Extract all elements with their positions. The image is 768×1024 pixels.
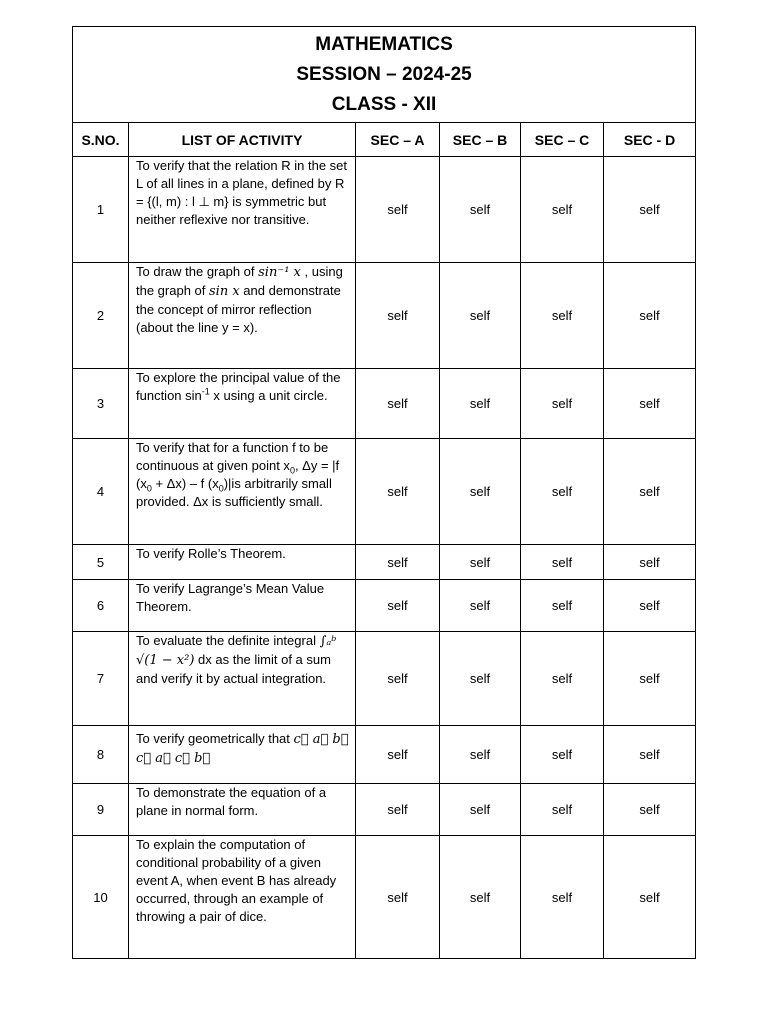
activity-text: [129, 369, 356, 439]
sec-b-cell: self: [440, 369, 521, 439]
sec-c-cell: self: [521, 545, 604, 580]
table-row: [73, 726, 696, 784]
activity-text-part: + Δx) – f (x: [151, 476, 219, 491]
activity-text: [129, 632, 356, 726]
sec-a-cell: self: [356, 632, 440, 726]
column-header-sno: S.NO.: [73, 123, 129, 157]
column-header-sec-d: SEC - D: [604, 123, 696, 157]
table-row: [73, 836, 696, 959]
math-expression: sin x: [209, 284, 240, 299]
sec-a-cell: self: [356, 726, 440, 784]
serial-number: 9: [73, 784, 129, 836]
activity-text-part: )|is arbitrarily small provided. Δx is sufficiently small.: [136, 476, 332, 509]
sec-d-cell: self: [604, 157, 696, 263]
activity-text: To verify Lagrange’s Mean Value Theorem.: [129, 580, 356, 632]
sec-d-cell: self: [604, 439, 696, 545]
table-row: [73, 263, 696, 369]
table-row: [73, 632, 696, 726]
subscript: 0: [218, 483, 224, 494]
sec-c-cell: self: [521, 632, 604, 726]
column-header-sec-b: SEC – B: [440, 123, 521, 157]
sec-d-cell: self: [604, 784, 696, 836]
session-title: SESSION – 2024-25: [296, 64, 472, 85]
sec-b-cell: self: [440, 784, 521, 836]
sec-c-cell: self: [521, 726, 604, 784]
sec-c-cell: self: [521, 580, 604, 632]
sec-b-cell: self: [440, 439, 521, 545]
serial-number: 7: [73, 632, 129, 726]
activity-text-part: To verify geometrically that: [136, 731, 294, 746]
table-row: [73, 369, 696, 439]
serial-number: 10: [73, 836, 129, 959]
sec-b-cell: self: [440, 632, 521, 726]
activity-text-part: To draw the graph of: [136, 264, 259, 279]
serial-number: 8: [73, 726, 129, 784]
serial-number: 2: [73, 263, 129, 369]
table-row: [73, 784, 696, 836]
sec-b-cell: self: [440, 263, 521, 369]
title-row: [73, 27, 696, 123]
sec-d-cell: self: [604, 836, 696, 959]
document-title: [73, 27, 696, 123]
sec-a-cell: self: [356, 545, 440, 580]
activity-table: [72, 26, 696, 959]
sec-d-cell: self: [604, 369, 696, 439]
math-expression: sin⁻¹ x: [258, 265, 301, 280]
table-row: [73, 439, 696, 545]
activity-text-part: and demonstrate the concept of mirror reflection (about the line y = x).: [136, 283, 341, 335]
serial-number: 4: [73, 439, 129, 545]
integral-expression: ∫ₐᵇ √(1 − x²): [136, 634, 337, 668]
sec-c-cell: self: [521, 784, 604, 836]
sec-d-cell: self: [604, 263, 696, 369]
activity-text: To verify that the relation R in the set L of all lines in a plane, defined by R = {(l, m) : l ⊥ m} is symmetric but neither reflexive nor transitive.: [129, 157, 356, 263]
activity-text: To explain the computation of conditional probability of a given event A, when event B has already occurred, through an example of throwing a pair of dice.: [129, 836, 356, 959]
header-row: [73, 123, 696, 157]
sec-d-cell: self: [604, 580, 696, 632]
serial-number: 1: [73, 157, 129, 263]
sec-c-cell: self: [521, 836, 604, 959]
table-row: [73, 157, 696, 263]
table-row: [73, 545, 696, 580]
sec-a-cell: self: [356, 836, 440, 959]
sec-a-cell: self: [356, 157, 440, 263]
serial-number: 6: [73, 580, 129, 632]
sec-a-cell: self: [356, 263, 440, 369]
sec-a-cell: self: [356, 580, 440, 632]
sec-b-cell: self: [440, 726, 521, 784]
sec-b-cell: self: [440, 157, 521, 263]
serial-number: 3: [73, 369, 129, 439]
sec-b-cell: self: [440, 545, 521, 580]
superscript: -1: [201, 386, 210, 397]
vector-expression: c⃗ a⃗ b⃗ c⃗ a⃗ c⃗ b⃗: [136, 732, 349, 766]
subscript: 0: [289, 465, 295, 476]
activity-text-part: x using a unit circle.: [209, 388, 328, 403]
activity-text-part: dx as the limit of a sum and verify it by actual integration.: [136, 652, 331, 686]
subject-title: MATHEMATICS: [315, 34, 453, 55]
sec-a-cell: self: [356, 439, 440, 545]
activity-text-part: , using the graph of: [136, 264, 343, 298]
activity-text-part: To verify that for a function f to be continuous at given point x: [136, 440, 329, 473]
sec-a-cell: self: [356, 784, 440, 836]
table-row: [73, 580, 696, 632]
sec-a-cell: self: [356, 369, 440, 439]
sec-c-cell: self: [521, 369, 604, 439]
column-header-sec-c: SEC – C: [521, 123, 604, 157]
serial-number: 5: [73, 545, 129, 580]
activity-text: [129, 439, 356, 545]
sec-b-cell: self: [440, 836, 521, 959]
sec-c-cell: self: [521, 157, 604, 263]
activity-text: To verify Rolle’s Theorem.: [129, 545, 356, 580]
sec-d-cell: self: [604, 545, 696, 580]
activity-text-part: To evaluate the definite integral: [136, 633, 320, 648]
column-header-activity: LIST OF ACTIVITY: [129, 123, 356, 157]
column-header-sec-a: SEC – A: [356, 123, 440, 157]
sec-c-cell: self: [521, 263, 604, 369]
class-title: CLASS - XII: [331, 94, 437, 115]
sec-d-cell: self: [604, 726, 696, 784]
sec-c-cell: self: [521, 439, 604, 545]
activity-text-part: , Δy = |f (x: [136, 458, 340, 491]
activity-text: [129, 726, 356, 784]
subscript: 0: [146, 483, 152, 494]
activity-text: To demonstrate the equation of a plane in normal form.: [129, 784, 356, 836]
sec-d-cell: self: [604, 632, 696, 726]
activity-text-part: To explore the principal value of the function sin: [136, 370, 341, 403]
sec-b-cell: self: [440, 580, 521, 632]
activity-text: [129, 263, 356, 369]
